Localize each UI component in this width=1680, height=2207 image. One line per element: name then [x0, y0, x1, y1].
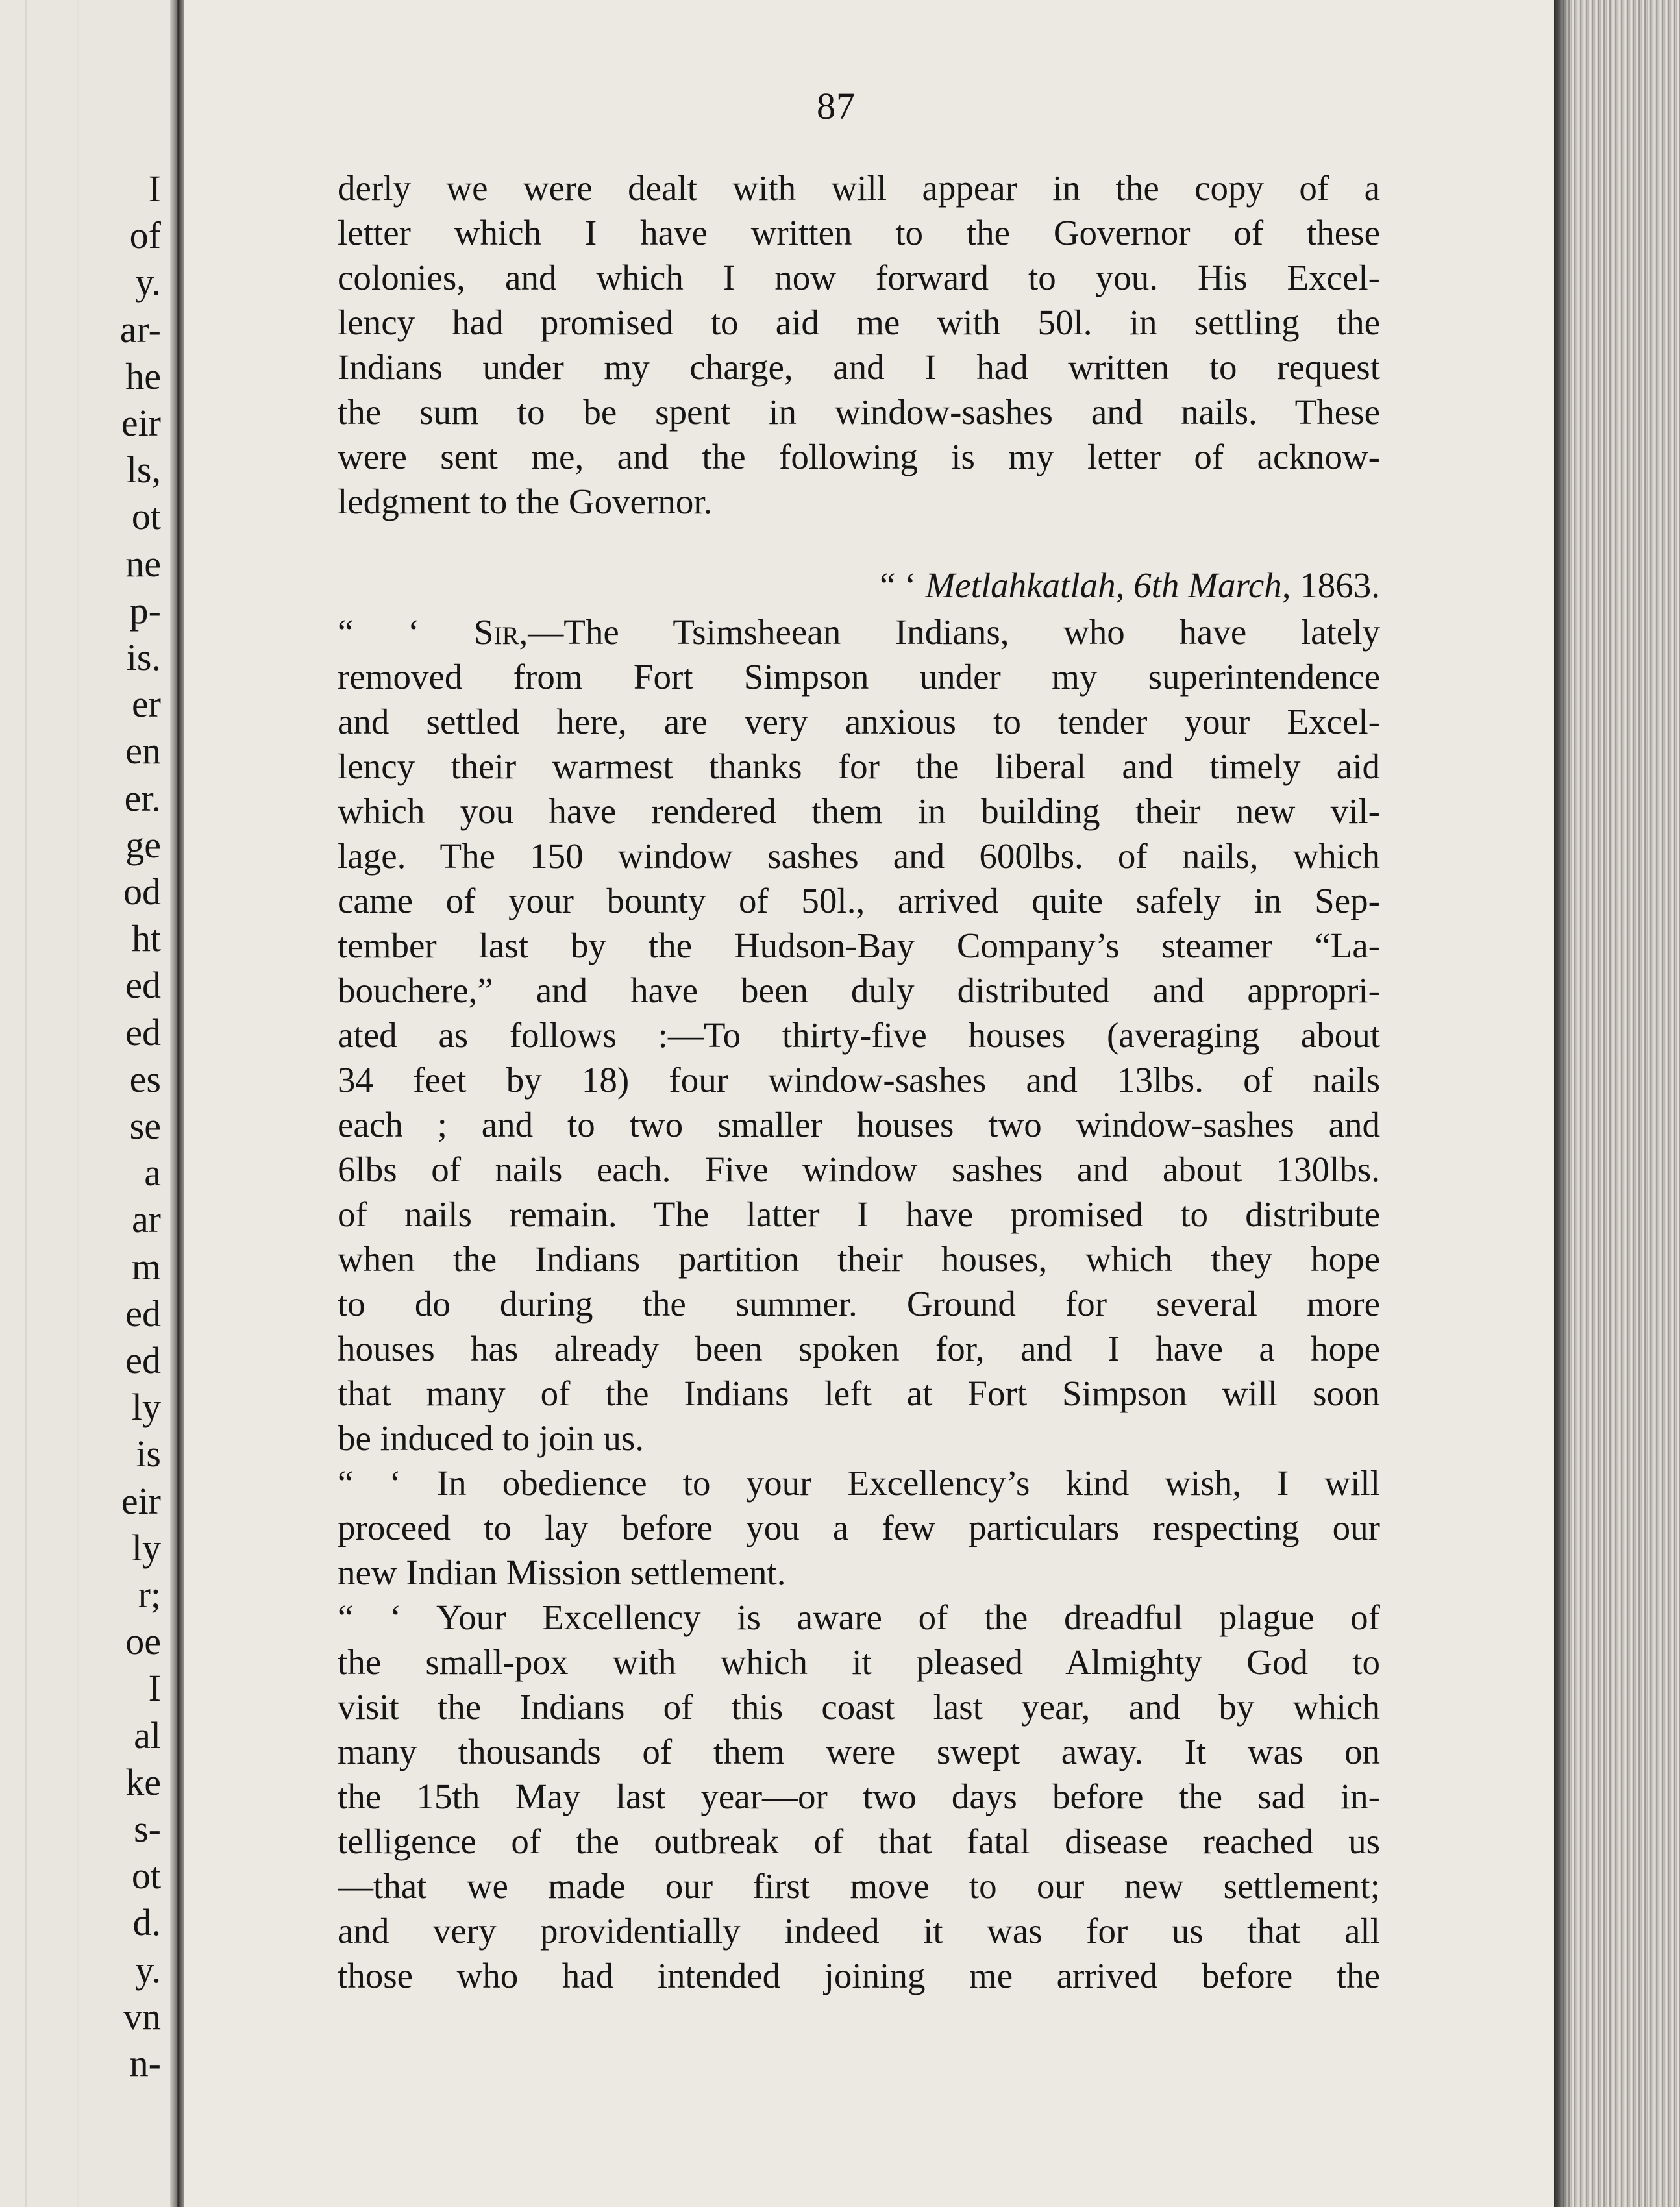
paragraph-letter-body-line: ated as follows :—To thirty-five houses (averaging about	[338, 1015, 1380, 1055]
paragraph-letter-body-line: and settled here, are very anxious to tender your Excel-	[338, 702, 1380, 741]
left-page-fragment: ot	[131, 495, 161, 537]
page-edges-shadow	[1554, 0, 1571, 2207]
left-page-fragment: n-	[129, 2042, 161, 2084]
letter-first-line-rest: —The Tsimsheean Indians, who have lately	[528, 612, 1380, 652]
paragraph-letter-body-line: came of your bounty of 50l., arrived quite safely in Sep-	[338, 881, 1380, 920]
page-edges-stack	[1554, 0, 1680, 2207]
left-page-fragment: er	[131, 683, 161, 725]
left-page-fragment: he	[125, 355, 161, 397]
left-page-fragment: y.	[135, 1949, 161, 1991]
left-page-fragment: ed	[125, 1011, 161, 1054]
book-gutter	[170, 0, 184, 2207]
left-page-fragment: is	[136, 1433, 161, 1475]
paragraph-intro-line: letter which I have written to the Governor of these	[338, 213, 1380, 253]
letter-salutation-line	[338, 610, 1380, 654]
paragraph-obedience-line: “ ‘ In obedience to your Excellency’s kind wish, I will	[338, 1463, 1380, 1503]
paragraph-obedience-line: new Indian Mission settlement.	[338, 1553, 786, 1592]
letter-dateline	[338, 563, 1380, 608]
paragraph-letter-body-line: removed from Fort Simpson under my superintendence	[338, 657, 1380, 697]
paragraph-small-pox-line: many thousands of them were swept away. It was on	[338, 1732, 1380, 1771]
paragraph-small-pox-line: “ ‘ Your Excellency is aware of the dreadful plague of	[338, 1597, 1380, 1637]
left-page-fragment: I	[148, 1667, 161, 1709]
left-page-fragment: p-	[129, 589, 161, 632]
paragraph-small-pox-line: —that we made our first move to our new settlement;	[338, 1866, 1380, 1906]
paragraph-letter-body-line: be induced to join us.	[338, 1418, 645, 1458]
paragraph-letter-body-line: 34 feet by 18) four window-sashes and 13lbs. of nails	[338, 1060, 1380, 1100]
paragraph-letter-body-line: that many of the Indians left at Fort Simpson will soon	[338, 1374, 1380, 1413]
left-page-fragment: I	[148, 167, 161, 210]
left-page-fragment: od	[123, 870, 161, 913]
left-page-fragment: se	[129, 1105, 161, 1147]
paragraph-intro-line: the sum to be spent in window-sashes and nails. These	[338, 392, 1380, 432]
paragraph-letter-body-line: which you have rendered them in building their new vil-	[338, 791, 1380, 831]
paragraph-small-pox-line: and very providentially indeed it was for us that all	[338, 1911, 1380, 1951]
left-page-fragment: es	[129, 1058, 161, 1100]
paragraph-letter-body-line: when the Indians partition their houses, which they hope	[338, 1239, 1380, 1279]
paragraph-small-pox-line: telligence of the outbreak of that fatal disease reached us	[338, 1821, 1380, 1861]
left-page-fragment: a	[144, 1152, 161, 1194]
paragraph-letter-body-line: houses has already been spoken for, and I have a hope	[338, 1329, 1380, 1368]
left-page-fragment: ed	[125, 1292, 161, 1335]
paragraph-letter-body-line: 6lbs of nails each. Five window sashes and about 130lbs.	[338, 1150, 1380, 1189]
left-page-fragment: ht	[131, 917, 161, 959]
paragraph-letter-body-line: each ; and to two smaller houses two window-sashes and	[338, 1105, 1380, 1144]
dateline-year: 1863.	[1291, 565, 1380, 605]
paragraph-intro-line: were sent me, and the following is my letter of acknow-	[338, 437, 1380, 476]
left-page-fragment: al	[134, 1714, 161, 1757]
paragraph-intro-line: ledgment to the Governor.	[338, 482, 713, 521]
paragraph-intro-line: lency had promised to aid me with 50l. in settling the	[338, 302, 1380, 342]
left-page-fragment: ly	[131, 1386, 161, 1428]
left-page-fragment: ar	[131, 1198, 161, 1240]
left-page-fragment: eir	[121, 1480, 161, 1522]
paragraph-intro-line: colonies, and which I now forward to you. His Excel-	[338, 258, 1380, 297]
left-page-fragment: r;	[138, 1573, 161, 1616]
paragraph-small-pox-line: those who had intended joining me arrived before the	[338, 1956, 1380, 1995]
paragraph-letter-body-line: tember last by the Hudson-Bay Company’s steamer “La-	[338, 926, 1380, 965]
dateline-date: 6th March,	[1133, 565, 1291, 605]
left-page-fragment: oe	[125, 1620, 161, 1662]
left-page-fragment: s-	[134, 1808, 161, 1850]
paragraph-letter-body-line: lage. The 150 window sashes and 600lbs. of nails, which	[338, 836, 1380, 876]
left-page-fragment: en	[125, 730, 161, 772]
paragraph-letter-body-line: to do during the summer. Ground for several more	[338, 1284, 1380, 1324]
paragraph-small-pox-line: the small-pox with which it pleased Almighty God to	[338, 1642, 1380, 1682]
paragraph-small-pox-line: visit the Indians of this coast last year, and by which	[338, 1687, 1380, 1727]
paragraph-intro-line: derly we were dealt with will appear in the copy of a	[338, 168, 1380, 208]
dateline-quote-marks: “ ‘	[880, 565, 926, 605]
left-page-fragment: er.	[124, 777, 161, 819]
paragraph-intro-line: Indians under my charge, and I had written to request	[338, 347, 1380, 387]
paragraph-letter-body-line: of nails remain. The latter I have promised to distribute	[338, 1194, 1380, 1234]
left-page-fragment: ls,	[126, 449, 161, 491]
paragraph-letter-body-line: bouchere,” and have been duly distributed and appropri-	[338, 970, 1380, 1010]
left-page-fragment: ly	[131, 1527, 161, 1569]
paragraph-letter-body-line: lency their warmest thanks for the liberal and timely aid	[338, 746, 1380, 786]
left-page-fragment: ed	[125, 1339, 161, 1381]
left-page-fragment: ge	[125, 824, 161, 866]
left-page-fragment: ar-	[119, 308, 161, 351]
left-page-fragment: eir	[121, 402, 161, 444]
left-page-fragment: ke	[125, 1761, 161, 1803]
page-number: 87	[817, 85, 856, 127]
left-page-fragment: y.	[135, 261, 161, 303]
left-page-fragment: d.	[132, 1901, 161, 1943]
left-page-fragment: m	[131, 1246, 161, 1288]
left-page-fragment: ne	[125, 543, 161, 585]
left-page-fragment: is.	[126, 636, 161, 678]
dateline-place: Metlahkatlah,	[925, 565, 1125, 605]
left-page-fragment: ed	[125, 964, 161, 1006]
letter-salutation: “ ‘ Sir,	[338, 612, 528, 652]
left-page-fragment: ot	[131, 1855, 161, 1897]
left-page-fragment: of	[129, 214, 161, 256]
paragraph-obedience-line: proceed to lay before you a few particulars respecting our	[338, 1508, 1380, 1547]
left-page-edge	[0, 0, 170, 2207]
left-page-fragment: vn	[123, 1995, 161, 2038]
paragraph-small-pox-line: the 15th May last year—or two days before the sad in-	[338, 1777, 1380, 1816]
